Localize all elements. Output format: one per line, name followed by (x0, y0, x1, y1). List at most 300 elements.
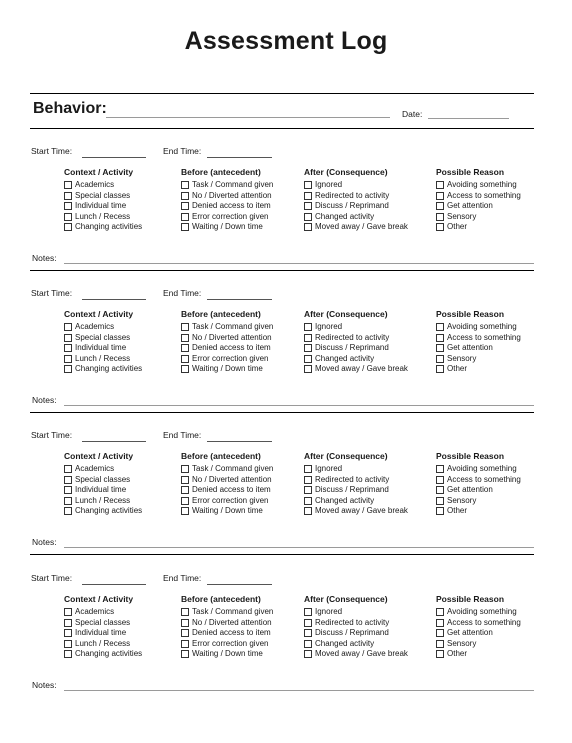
checkbox-option[interactable] (64, 191, 142, 202)
checkbox[interactable] (181, 355, 189, 363)
checkbox[interactable] (304, 323, 312, 331)
checkbox-option[interactable] (304, 333, 408, 344)
checkbox[interactable] (64, 334, 72, 342)
notes-label: Notes: (32, 680, 57, 690)
checkbox-label: Moved away / Gave break (315, 364, 408, 373)
checkbox-option[interactable] (64, 212, 142, 223)
end-time-label: End Time: (163, 573, 202, 583)
behavior-field[interactable] (106, 117, 390, 118)
notes-label: Notes: (32, 537, 57, 547)
checkbox-option[interactable] (436, 201, 521, 212)
checkbox-option[interactable] (64, 618, 142, 629)
column-heading: Before (antecedent) (181, 167, 261, 177)
checkbox-label: Error correction given (192, 211, 269, 221)
checkbox-option[interactable] (436, 333, 521, 344)
checkbox-label: Sensory (447, 638, 477, 648)
checkbox-label: Ignored (315, 180, 343, 189)
log-entry-section (0, 430, 572, 572)
checkbox-option[interactable] (181, 485, 273, 496)
checkbox-option[interactable] (436, 639, 521, 650)
checkbox-option[interactable] (181, 222, 273, 233)
checkbox-label: Special classes (75, 332, 131, 342)
checkbox[interactable] (436, 344, 444, 352)
checkbox-label: Access to something (447, 617, 521, 627)
checkbox-label: Get attention (447, 343, 493, 352)
start-time-label: Start Time: (31, 430, 73, 440)
checkbox[interactable] (436, 465, 444, 473)
checklist-column (64, 309, 142, 375)
checkbox-option[interactable] (304, 618, 408, 629)
checkbox[interactable] (436, 497, 444, 505)
checkbox-option[interactable] (181, 618, 273, 629)
checkbox-option[interactable] (181, 212, 273, 223)
checkbox-option[interactable] (181, 201, 273, 212)
checkbox-option[interactable] (304, 201, 408, 212)
checkbox[interactable] (181, 650, 189, 658)
header-bottom-rule (30, 128, 534, 129)
checkbox-option[interactable] (304, 464, 408, 475)
checkbox-label: Discuss / Reprimand (315, 343, 389, 352)
checkbox[interactable] (181, 608, 189, 616)
header-top-rule (30, 93, 534, 94)
checklist-column (64, 167, 142, 233)
checkbox-option[interactable] (181, 333, 273, 344)
checkbox-option[interactable] (436, 506, 521, 517)
checkbox[interactable] (304, 213, 312, 221)
checkbox-option[interactable] (64, 485, 142, 496)
checkbox[interactable] (181, 476, 189, 484)
start-time-label: Start Time: (31, 288, 73, 298)
checkbox[interactable] (304, 476, 312, 484)
checklist-column (181, 451, 273, 517)
checkbox[interactable] (304, 619, 312, 627)
checkbox[interactable] (304, 334, 312, 342)
checkbox-option[interactable] (304, 354, 408, 365)
checkbox-label: Task / Command given (192, 180, 274, 189)
checkbox-label: Ignored (315, 607, 343, 616)
checkbox[interactable] (181, 365, 189, 373)
checkbox[interactable] (181, 323, 189, 331)
end-time-field[interactable] (207, 157, 272, 158)
checkbox-label: Ignored (315, 464, 343, 473)
checkbox[interactable] (436, 223, 444, 231)
checkbox-label: Other (447, 506, 468, 515)
checkbox-option[interactable] (181, 191, 273, 202)
checkbox[interactable] (436, 202, 444, 210)
checkbox[interactable] (436, 619, 444, 627)
section-divider (30, 270, 534, 271)
checkbox-label: Access to something (447, 190, 521, 200)
checkbox[interactable] (64, 202, 72, 210)
column-heading: Context / Activity (64, 309, 134, 319)
checkbox-label: Academics (75, 322, 115, 331)
checkbox[interactable] (304, 355, 312, 363)
checkbox-label: No / Diverted attention (192, 332, 272, 342)
checkbox[interactable] (64, 365, 72, 373)
checkbox-label: Error correction given (192, 495, 269, 505)
checkbox-label: Changed activity (315, 211, 375, 221)
checkbox-option[interactable] (64, 464, 142, 475)
checkbox[interactable] (64, 213, 72, 221)
checkbox-label: Special classes (75, 190, 131, 200)
checkbox-label: Sensory (447, 353, 477, 363)
checkbox-label: Sensory (447, 211, 477, 221)
column-heading: After (Consequence) (304, 451, 388, 461)
date-label: Date: (402, 109, 423, 119)
checkbox-option[interactable] (181, 649, 273, 660)
log-entry-section (0, 573, 572, 715)
checkbox[interactable] (304, 640, 312, 648)
checkbox-option[interactable] (181, 639, 273, 650)
checkbox[interactable] (304, 344, 312, 352)
checkbox[interactable] (64, 465, 72, 473)
start-time-field[interactable] (82, 584, 146, 585)
checkbox[interactable] (181, 344, 189, 352)
checkbox-option[interactable] (436, 322, 521, 333)
checkbox[interactable] (436, 355, 444, 363)
checkbox-label: Other (447, 649, 468, 658)
checkbox-option[interactable] (436, 212, 521, 223)
checkbox[interactable] (436, 476, 444, 484)
checkbox-label: Changing activities (75, 222, 143, 231)
start-time-label: Start Time: (31, 146, 73, 156)
checkbox-option[interactable] (304, 475, 408, 486)
checkbox-label: Get attention (447, 201, 493, 210)
checkbox-label: Avoiding something (447, 464, 517, 473)
checkbox-option[interactable] (64, 343, 142, 354)
checkbox-label: Denied access to item (192, 201, 271, 210)
checkbox-label: Error correction given (192, 638, 269, 648)
checklist-column (436, 451, 521, 517)
column-heading: Possible Reason (436, 309, 505, 319)
checkbox-label: Academics (75, 464, 115, 473)
checkbox-label: Avoiding something (447, 607, 517, 616)
checkbox-label: Waiting / Down time (192, 364, 263, 373)
checkbox-option[interactable] (304, 485, 408, 496)
checkbox-label: Academics (75, 607, 115, 616)
checkbox-label: Changed activity (315, 495, 375, 505)
checkbox[interactable] (436, 334, 444, 342)
checkbox-label: Lunch / Recess (75, 353, 131, 363)
checkbox[interactable] (436, 507, 444, 515)
checkbox-label: Error correction given (192, 353, 269, 363)
checkbox-label: Individual time (75, 201, 127, 210)
checkbox-label: Task / Command given (192, 322, 274, 331)
checkbox[interactable] (64, 619, 72, 627)
checkbox-option[interactable] (181, 496, 273, 507)
end-time-field[interactable] (207, 584, 272, 585)
checkbox-label: Special classes (75, 617, 131, 627)
checkbox-option[interactable] (64, 639, 142, 650)
checkbox-label: Discuss / Reprimand (315, 485, 389, 494)
checkbox[interactable] (181, 619, 189, 627)
checkbox[interactable] (304, 223, 312, 231)
checkbox[interactable] (64, 223, 72, 231)
checkbox-label: Lunch / Recess (75, 638, 131, 648)
checkbox-option[interactable] (436, 343, 521, 354)
checkbox[interactable] (304, 192, 312, 200)
checkbox-option[interactable] (64, 222, 142, 233)
checkbox-option[interactable] (64, 475, 142, 486)
checklist-column (436, 167, 521, 233)
checkbox[interactable] (64, 640, 72, 648)
checkbox-label: Redirected to activity (315, 474, 390, 484)
checkbox-option[interactable] (436, 628, 521, 639)
checkbox-label: Waiting / Down time (192, 649, 263, 658)
checkbox[interactable] (304, 465, 312, 473)
checkbox[interactable] (181, 507, 189, 515)
checkbox-label: Denied access to item (192, 485, 271, 494)
checkbox-label: Discuss / Reprimand (315, 201, 389, 210)
checkbox-label: Get attention (447, 485, 493, 494)
checkbox-label: Discuss / Reprimand (315, 628, 389, 637)
checkbox-label: No / Diverted attention (192, 190, 272, 200)
checkbox-label: Individual time (75, 343, 127, 352)
checkbox-option[interactable] (304, 506, 408, 517)
start-time-field[interactable] (82, 441, 146, 442)
checkbox-option[interactable] (436, 222, 521, 233)
checkbox-option[interactable] (64, 364, 142, 375)
checkbox-option[interactable] (436, 180, 521, 191)
start-time-field[interactable] (82, 299, 146, 300)
checkbox[interactable] (181, 486, 189, 494)
checkbox[interactable] (181, 497, 189, 505)
column-heading: Possible Reason (436, 451, 505, 461)
checkbox[interactable] (64, 323, 72, 331)
notes-field[interactable] (64, 263, 534, 264)
checkbox-option[interactable] (304, 222, 408, 233)
checkbox-option[interactable] (64, 628, 142, 639)
checkbox-label: Moved away / Gave break (315, 649, 408, 658)
checkbox-option[interactable] (304, 191, 408, 202)
checkbox-option[interactable] (304, 343, 408, 354)
checkbox-option[interactable] (64, 607, 142, 618)
checkbox-label: Ignored (315, 322, 343, 331)
checkbox-option[interactable] (64, 322, 142, 333)
section-divider (30, 412, 534, 413)
checkbox-label: Access to something (447, 332, 521, 342)
checkbox-option[interactable] (64, 201, 142, 212)
date-field[interactable] (428, 118, 509, 119)
checkbox[interactable] (181, 192, 189, 200)
checklist-column (436, 594, 521, 660)
column-heading: After (Consequence) (304, 594, 388, 604)
checkbox[interactable] (64, 629, 72, 637)
checkbox-option[interactable] (304, 212, 408, 223)
checkbox[interactable] (304, 486, 312, 494)
checkbox[interactable] (304, 365, 312, 373)
checkbox-option[interactable] (181, 180, 273, 191)
checklist-column (304, 309, 408, 375)
checkbox[interactable] (436, 365, 444, 373)
checkbox-label: Denied access to item (192, 343, 271, 352)
checkbox[interactable] (181, 640, 189, 648)
checkbox[interactable] (436, 629, 444, 637)
log-entry-section (0, 288, 572, 430)
checkbox[interactable] (64, 192, 72, 200)
end-time-label: End Time: (163, 146, 202, 156)
end-time-field[interactable] (207, 441, 272, 442)
checkbox-option[interactable] (181, 607, 273, 618)
checkbox[interactable] (181, 181, 189, 189)
checkbox-option[interactable] (181, 322, 273, 333)
checkbox[interactable] (181, 334, 189, 342)
checkbox[interactable] (304, 629, 312, 637)
checkbox-option[interactable] (304, 628, 408, 639)
checkbox-option[interactable] (436, 496, 521, 507)
checkbox-option[interactable] (436, 485, 521, 496)
checkbox-label: Lunch / Recess (75, 495, 131, 505)
checkbox-label: Changed activity (315, 638, 375, 648)
checkbox[interactable] (304, 181, 312, 189)
checkbox-option[interactable] (436, 354, 521, 365)
column-heading: After (Consequence) (304, 167, 388, 177)
column-heading: Possible Reason (436, 594, 505, 604)
checkbox-label: Avoiding something (447, 322, 517, 331)
checkbox[interactable] (436, 486, 444, 494)
checkbox-option[interactable] (304, 322, 408, 333)
checkbox[interactable] (64, 181, 72, 189)
checkbox-option[interactable] (181, 343, 273, 354)
checkbox-option[interactable] (436, 607, 521, 618)
checkbox[interactable] (304, 608, 312, 616)
checkbox-option[interactable] (64, 649, 142, 660)
checkbox-option[interactable] (181, 506, 273, 517)
checkbox[interactable] (64, 476, 72, 484)
end-time-label: End Time: (163, 288, 202, 298)
checkbox-label: Denied access to item (192, 628, 271, 637)
checkbox-option[interactable] (436, 649, 521, 660)
checkbox-option[interactable] (64, 496, 142, 507)
column-heading: Possible Reason (436, 167, 505, 177)
notes-field[interactable] (64, 690, 534, 691)
notes-field[interactable] (64, 405, 534, 406)
notes-field[interactable] (64, 547, 534, 548)
checklist-column (304, 594, 408, 660)
checkbox-label: Redirected to activity (315, 190, 390, 200)
checklist-column (64, 451, 142, 517)
checkbox[interactable] (181, 213, 189, 221)
checkbox-option[interactable] (181, 628, 273, 639)
checkbox-label: Task / Command given (192, 607, 274, 616)
checklist-column (181, 167, 273, 233)
checkbox[interactable] (181, 629, 189, 637)
end-time-label: End Time: (163, 430, 202, 440)
checkbox[interactable] (436, 650, 444, 658)
start-time-field[interactable] (82, 157, 146, 158)
checkbox[interactable] (64, 497, 72, 505)
checkbox-option[interactable] (436, 364, 521, 375)
column-heading: Before (antecedent) (181, 451, 261, 461)
checkbox-label: Redirected to activity (315, 617, 390, 627)
checkbox-label: Avoiding something (447, 180, 517, 189)
checkbox-label: Waiting / Down time (192, 222, 263, 231)
checkbox-label: Individual time (75, 485, 127, 494)
checkbox[interactable] (181, 223, 189, 231)
checkbox-option[interactable] (436, 618, 521, 629)
checkbox[interactable] (64, 355, 72, 363)
checkbox-option[interactable] (181, 475, 273, 486)
checkbox-label: Task / Command given (192, 464, 274, 473)
page-title: Assessment Log (184, 27, 388, 55)
checkbox-label: Other (447, 364, 468, 373)
column-heading: Before (antecedent) (181, 594, 261, 604)
checkbox-option[interactable] (304, 496, 408, 507)
checkbox[interactable] (304, 507, 312, 515)
checkbox-label: Changing activities (75, 364, 143, 373)
checkbox-label: Other (447, 222, 468, 231)
checkbox-option[interactable] (304, 364, 408, 375)
checkbox-label: Redirected to activity (315, 332, 390, 342)
checkbox-option[interactable] (181, 464, 273, 475)
checkbox[interactable] (436, 181, 444, 189)
checkbox-option[interactable] (304, 639, 408, 650)
checkbox[interactable] (436, 323, 444, 331)
checkbox-label: Academics (75, 180, 115, 189)
column-heading: Context / Activity (64, 451, 134, 461)
checkbox-label: Moved away / Gave break (315, 222, 408, 231)
checkbox[interactable] (304, 650, 312, 658)
checkbox[interactable] (64, 344, 72, 352)
checkbox-option[interactable] (436, 464, 521, 475)
checkbox-option[interactable] (64, 354, 142, 365)
start-time-label: Start Time: (31, 573, 73, 583)
checkbox-option[interactable] (304, 180, 408, 191)
checklist-column (181, 594, 273, 660)
checkbox-label: Sensory (447, 495, 477, 505)
checkbox[interactable] (436, 213, 444, 221)
checkbox[interactable] (181, 465, 189, 473)
checkbox[interactable] (304, 497, 312, 505)
checkbox-option[interactable] (436, 191, 521, 202)
checkbox-label: Changed activity (315, 353, 375, 363)
column-heading: Before (antecedent) (181, 309, 261, 319)
checkbox[interactable] (436, 192, 444, 200)
checkbox[interactable] (64, 507, 72, 515)
checkbox-label: Waiting / Down time (192, 506, 263, 515)
notes-label: Notes: (32, 253, 57, 263)
checkbox[interactable] (64, 486, 72, 494)
end-time-field[interactable] (207, 299, 272, 300)
checkbox[interactable] (304, 202, 312, 210)
checkbox[interactable] (436, 608, 444, 616)
checkbox-option[interactable] (304, 649, 408, 660)
checkbox[interactable] (181, 202, 189, 210)
checkbox-option[interactable] (436, 475, 521, 486)
checklist-column (64, 594, 142, 660)
checklist-column (304, 451, 408, 517)
checkbox-label: Get attention (447, 628, 493, 637)
checkbox-option[interactable] (181, 364, 273, 375)
checkbox-option[interactable] (64, 333, 142, 344)
checkbox-option[interactable] (64, 506, 142, 517)
checkbox-option[interactable] (64, 180, 142, 191)
checklist-column (181, 309, 273, 375)
checkbox[interactable] (64, 608, 72, 616)
column-heading: Context / Activity (64, 167, 134, 177)
checkbox-label: Special classes (75, 474, 131, 484)
checkbox[interactable] (64, 650, 72, 658)
column-heading: Context / Activity (64, 594, 134, 604)
checkbox-option[interactable] (304, 607, 408, 618)
checklist-column (436, 309, 521, 375)
section-divider (30, 554, 534, 555)
checkbox[interactable] (436, 640, 444, 648)
checkbox-label: No / Diverted attention (192, 617, 272, 627)
checkbox-option[interactable] (181, 354, 273, 365)
checkbox-label: No / Diverted attention (192, 474, 272, 484)
checkbox-label: Access to something (447, 474, 521, 484)
